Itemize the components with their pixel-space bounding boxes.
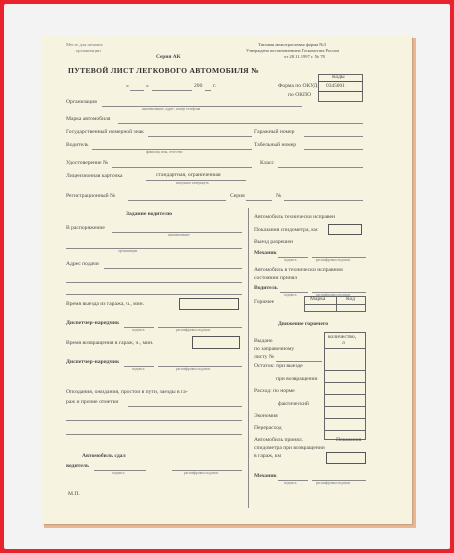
column-divider bbox=[248, 208, 249, 508]
license-line[interactable] bbox=[112, 167, 252, 168]
codes-divider bbox=[318, 81, 363, 82]
expense-actual-label: фактический bbox=[278, 401, 309, 407]
stamp-org-label: организации bbox=[76, 48, 101, 53]
reg-series-label: Серия bbox=[230, 193, 245, 199]
mechanic2-decode-hint: расшифровка подписи bbox=[316, 481, 351, 485]
tabel-no-line[interactable] bbox=[304, 149, 363, 150]
issued-label-2: по заправочному bbox=[254, 346, 295, 352]
disposal-line-2[interactable] bbox=[66, 248, 242, 249]
qty-row bbox=[324, 348, 366, 349]
okud-label: Форма по ОКУД bbox=[278, 83, 318, 89]
address-line-2[interactable] bbox=[66, 282, 242, 283]
date-quote: « bbox=[126, 83, 129, 89]
driver-label: Водитель bbox=[66, 142, 89, 148]
driver-sign-label: водитель bbox=[66, 463, 89, 469]
reg-num-label: № bbox=[276, 193, 282, 199]
reg-no-label: Регистрационный № bbox=[66, 193, 116, 199]
approval-label: Утверждена постановлением Госкомстата России bbox=[246, 48, 339, 53]
garage-no-line[interactable] bbox=[304, 136, 363, 137]
rest-label: Остаток: при выезде bbox=[254, 363, 303, 369]
plate-line[interactable] bbox=[148, 136, 252, 137]
car-handed-label: Автомобиль сдал bbox=[82, 453, 126, 459]
disposal-label: В распоряжение bbox=[66, 225, 105, 231]
dispatcher-sign-hint: подпись bbox=[132, 328, 145, 332]
stamp-place-mp: М.П. bbox=[68, 491, 80, 497]
task-heading: Задание водителю bbox=[126, 211, 173, 217]
garage-no-label: Гаражный номер bbox=[254, 129, 295, 135]
mechanic-label: Механик bbox=[254, 250, 277, 256]
qty-row bbox=[324, 418, 366, 419]
approval-date-label: от 28.11.1997 г. № 78 bbox=[284, 54, 325, 59]
date-month-line[interactable] bbox=[152, 90, 192, 91]
dispatcher2-sign-hint: подпись bbox=[132, 367, 145, 371]
codes-divider bbox=[318, 91, 363, 92]
speedo-box[interactable] bbox=[328, 224, 362, 235]
form-title: ПУТЕВОЙ ЛИСТ ЛЕГКОВОГО АВТОМОБИЛЯ № bbox=[68, 66, 260, 75]
driver-sign-hint: подпись bbox=[112, 471, 125, 475]
organization-label: Организация bbox=[66, 99, 97, 105]
codes-header: Коды bbox=[332, 74, 345, 80]
rest-return-label: при возвращении bbox=[276, 376, 318, 382]
fuel-movement-heading: Движение горючего bbox=[278, 321, 329, 327]
organization-line[interactable] bbox=[102, 106, 302, 107]
date-quote-close: » bbox=[146, 83, 149, 89]
date-suffix: г. bbox=[213, 83, 217, 89]
disposal-hint: наименование bbox=[168, 233, 190, 237]
okud-value: 0345001 bbox=[326, 83, 345, 89]
car-brand-label: Марка автомобиля bbox=[66, 116, 111, 122]
dispatcher2-label: Диспетчер-нарядчик bbox=[66, 359, 120, 365]
license-card-value[interactable]: стандартная, ограниченная bbox=[156, 172, 221, 178]
dispatcher2-decode-hint: расшифровка подписи bbox=[176, 367, 211, 371]
qty-row bbox=[324, 370, 366, 371]
delays-label: Опоздания, ожидания, простои в пути, заезды в га- bbox=[66, 389, 188, 395]
driver-accept-sign-hint: подпись bbox=[284, 293, 297, 297]
fuel-label: Горючее bbox=[254, 299, 275, 305]
delays-line-3[interactable] bbox=[66, 434, 242, 435]
overrun-label: Перерасход bbox=[254, 425, 282, 431]
organization-hint: наименование, адрес, номер телефона bbox=[142, 107, 201, 111]
qty-unit: л bbox=[342, 340, 345, 346]
speedo2-label: Показания bbox=[336, 437, 362, 443]
delays-line-2[interactable] bbox=[66, 420, 242, 421]
waybill-form bbox=[42, 36, 412, 524]
plate-label: Государственный номерной знак bbox=[66, 129, 144, 135]
time-out-label: Время выезда из гаража, ч., мин. bbox=[66, 301, 145, 307]
address-line[interactable] bbox=[104, 268, 242, 269]
driver-accept-decode-hint: расшифровка подписи bbox=[316, 293, 351, 297]
mechanic-decode-hint: расшифровка подписи bbox=[316, 258, 351, 262]
permit-label: Выезд разрешен bbox=[254, 239, 293, 245]
tabel-no-label: Табельный номер bbox=[254, 142, 297, 148]
license-card-label: Лицензионная карточка bbox=[66, 173, 123, 179]
form-series: Серия АК bbox=[156, 54, 181, 60]
delays-label-2: раж и прочие отметки bbox=[66, 399, 119, 405]
reg-series-line[interactable] bbox=[246, 200, 272, 201]
date-year: 200 bbox=[194, 83, 203, 89]
license-label: Удостоверение № bbox=[66, 160, 109, 166]
time-return-box[interactable] bbox=[192, 336, 240, 349]
fuel-brand-header: Марка bbox=[310, 296, 326, 302]
car-taken-label: Автомобиль принял. bbox=[254, 437, 304, 443]
driver-hint: фамилия, имя, отчество bbox=[146, 150, 183, 154]
class-line[interactable] bbox=[278, 167, 363, 168]
qty-row bbox=[324, 382, 366, 383]
reg-num-line[interactable] bbox=[284, 200, 363, 201]
license-card-hint: ненужное зачеркнуть bbox=[176, 181, 209, 185]
date-day-line[interactable] bbox=[130, 90, 144, 91]
time-out-box[interactable] bbox=[179, 298, 239, 310]
address-label: Адрес подачи bbox=[66, 261, 99, 267]
expense-label: Расход: по норме bbox=[254, 388, 295, 394]
reg-no-line[interactable] bbox=[128, 200, 226, 201]
economy-label: Экономия bbox=[254, 413, 278, 419]
fuel-table-divider bbox=[304, 304, 366, 305]
class-label: Класс bbox=[260, 160, 274, 166]
driver-decode-hint: расшифровка подписи bbox=[184, 471, 219, 475]
disposal-org-hint: организации bbox=[118, 249, 138, 253]
dispatcher-label: Диспетчер-нарядчик bbox=[66, 320, 120, 326]
speedo3-label: спидометра при возвращении bbox=[254, 445, 325, 451]
time-return-label: Время возвращения в гараж, ч., мин. bbox=[66, 340, 154, 346]
fuel-code-header: Код bbox=[346, 296, 355, 302]
car-brand-line[interactable] bbox=[118, 123, 363, 124]
stamp-place-label: Место для штампа bbox=[66, 42, 103, 47]
issued-label: Выдано bbox=[254, 338, 273, 344]
driver-accept-label: Водитель bbox=[254, 285, 278, 291]
mechanic2-label: Механик bbox=[254, 473, 277, 479]
accepted-label: Автомобиль в технически исправном bbox=[254, 267, 343, 273]
mechanic2-sign-hint: подпись bbox=[284, 481, 297, 485]
issued-line[interactable] bbox=[276, 361, 322, 362]
mechanic-sign-hint: подпись bbox=[284, 258, 297, 262]
delays-line[interactable] bbox=[128, 406, 242, 407]
qty-row bbox=[324, 430, 366, 431]
date-year-line[interactable] bbox=[205, 90, 211, 91]
okpo-label: по ОКПО bbox=[288, 92, 312, 98]
accepted-label-2: состоянии принял bbox=[254, 275, 298, 281]
dispatcher-decode-hint: расшифровка подписи bbox=[176, 328, 211, 332]
address-line-3[interactable] bbox=[66, 294, 242, 295]
speedo4-label: в гараж, км bbox=[254, 453, 282, 459]
qty-row bbox=[324, 406, 366, 407]
qty-row bbox=[324, 394, 366, 395]
qty-header: количество, bbox=[328, 334, 357, 340]
speedo-label: Показания спидометра, км bbox=[254, 227, 318, 233]
issued-label-3: листу № bbox=[254, 354, 275, 360]
speedo-return-box[interactable] bbox=[326, 452, 366, 464]
form-type-label: Типовая межотраслевая форма №3 bbox=[258, 42, 326, 47]
car-ok-label: Автомобиль технически исправен bbox=[254, 214, 336, 220]
